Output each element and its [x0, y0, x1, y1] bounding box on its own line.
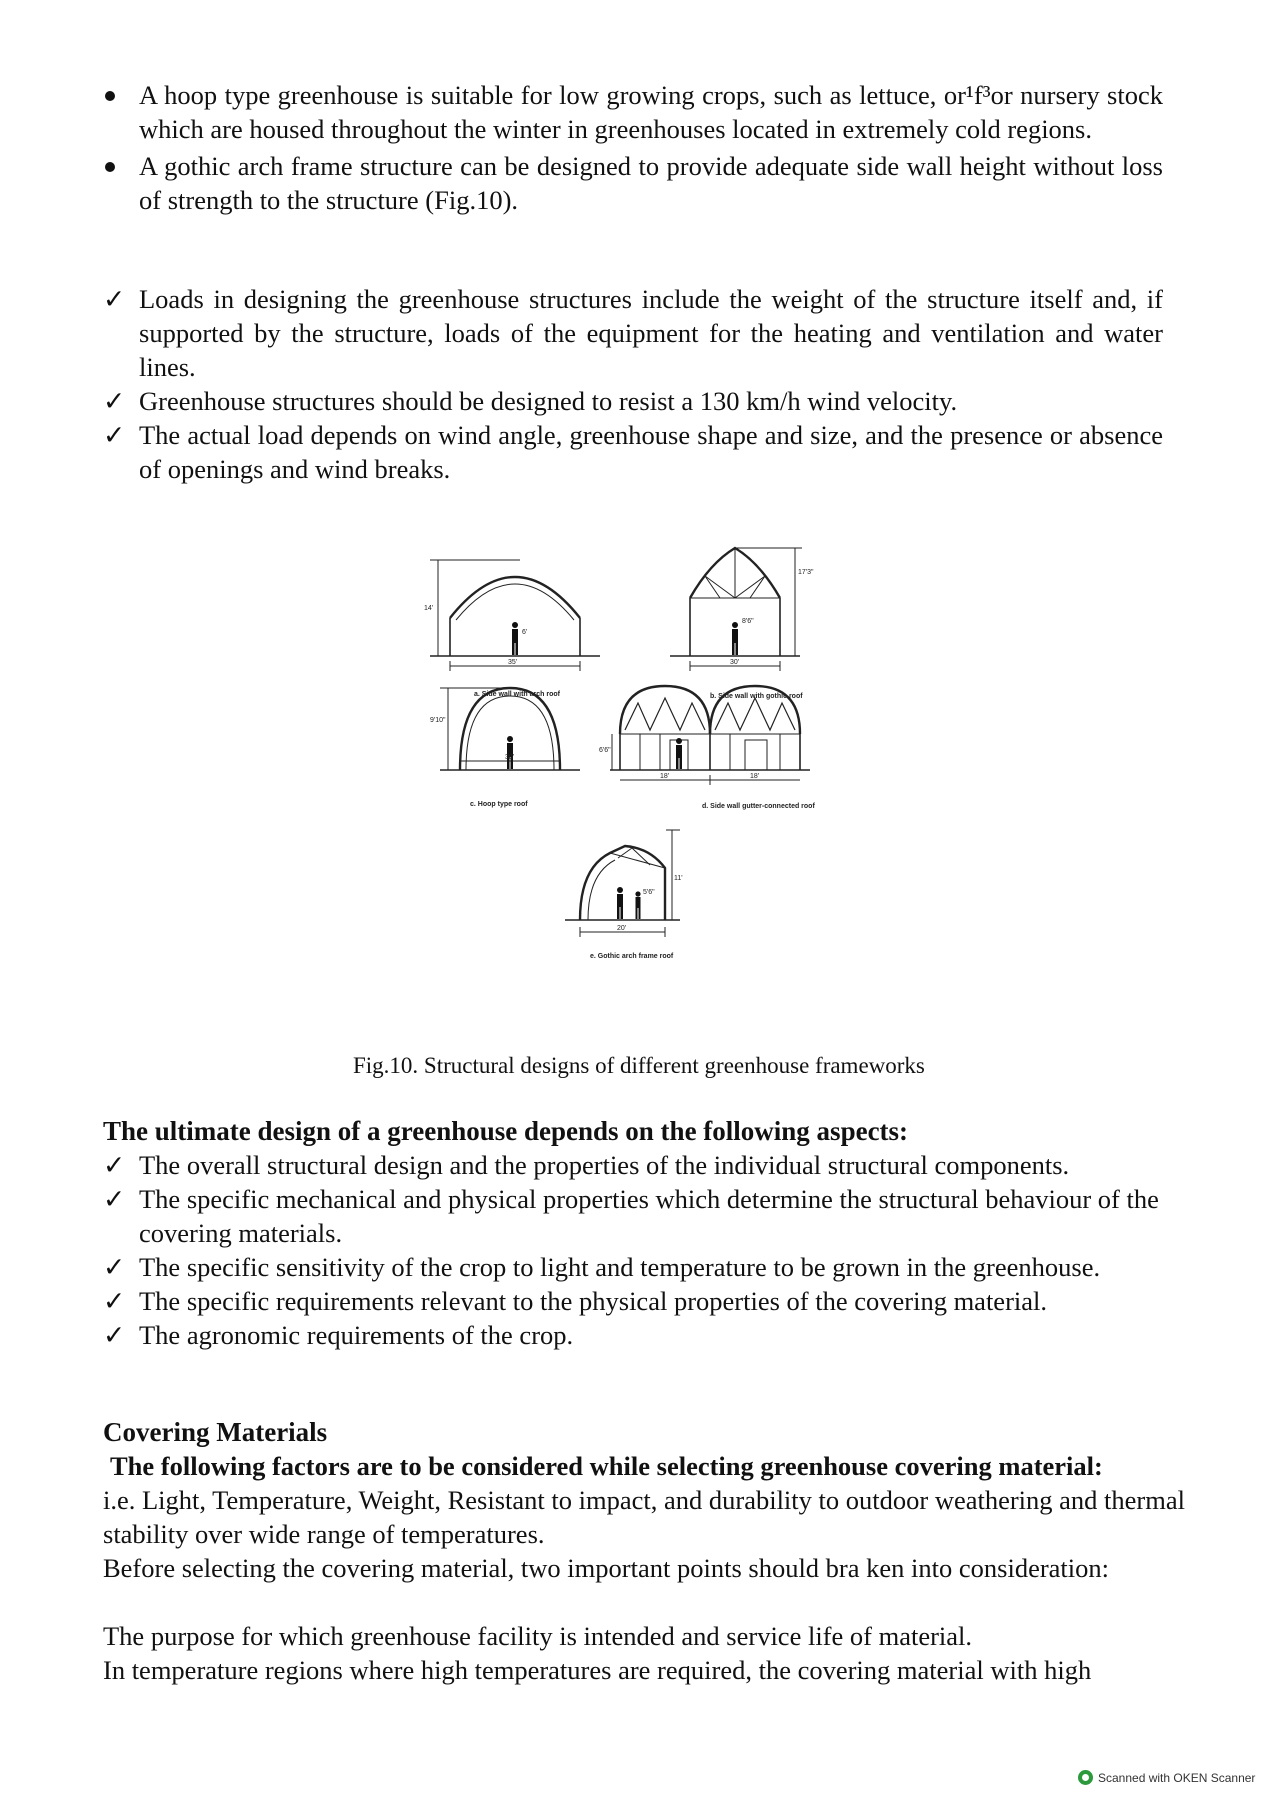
- paragraph: In temperature regions where high temperatures are required, the covering material with high: [103, 1655, 1092, 1685]
- checkmark-icon: ✓: [103, 1252, 126, 1282]
- design-checklist: [103, 1148, 1213, 1352]
- scanner-text: Scanned with OKEN Scanner: [1098, 1770, 1256, 1785]
- checkmark-icon: ✓: [103, 1286, 126, 1316]
- panel-caption: a. Side wall with arch roof: [474, 691, 560, 698]
- dim-label: 17'3": [798, 569, 814, 576]
- bullet-icon: [105, 162, 115, 172]
- greenhouse-figure: [410, 508, 896, 1038]
- dim-label: 30': [505, 754, 515, 761]
- dim-label: 9'10": [430, 717, 446, 724]
- bullet-text: A hoop type greenhouse is suitable for low growing crops, such as lettuce, or¹f³or nursery stock which are housed throughout the winter in greenhouses located in extremely cold regions.: [139, 80, 1163, 144]
- paragraph: i.e. Light, Temperature, Weight, Resistant to impact, and durability to outdoor weathering and thermal stability over wide range of temperatures.: [103, 1485, 1185, 1549]
- list-item: [103, 1148, 1213, 1182]
- checkmark-icon: ✓: [103, 1320, 126, 1350]
- panel-e-drawing: [565, 830, 680, 937]
- checkmark-icon: ✓: [103, 420, 126, 450]
- list-item: [103, 78, 1163, 146]
- panel-d-drawing: [610, 686, 810, 785]
- check-text: The specific requirements relevant to the physical properties of the covering material.: [139, 1286, 1048, 1316]
- checkmark-icon: ✓: [103, 1184, 126, 1214]
- dim-label: 6': [522, 629, 528, 636]
- figure-caption: Fig.10. Structural designs of different greenhouse frameworks: [353, 1053, 925, 1078]
- check-text: Loads in designing the greenhouse structures include the weight of the structure itself and, if supported by the structure, loads of the equipment for the heating and ventilation and water lines.: [139, 284, 1163, 382]
- dim-label: 18': [660, 773, 670, 780]
- bullet-text: A gothic arch frame structure can be designed to provide adequate side wall height without loss of strength to the structure (Fig.10).: [139, 151, 1163, 215]
- panel-caption: d. Side wall gutter-connected roof: [702, 803, 815, 810]
- checkmark-icon: ✓: [103, 284, 126, 314]
- dim-label: 11': [674, 875, 683, 882]
- panel-a-drawing: [430, 560, 600, 671]
- dim-label: 18': [750, 773, 760, 780]
- dim-label: 35': [508, 659, 518, 666]
- paragraph: Before selecting the covering material, two important points should bra ken into consideration:: [103, 1553, 1110, 1583]
- paragraph: The purpose for which greenhouse facility is intended and service life of material.: [103, 1621, 973, 1651]
- check-text: Greenhouse structures should be designed to resist a 130 km/h wind velocity.: [139, 386, 958, 416]
- checkmark-icon: ✓: [103, 1150, 126, 1180]
- panel-caption: c. Hoop type roof: [470, 801, 528, 808]
- dim-label: 14': [424, 605, 434, 612]
- dim-label: 8'6": [742, 618, 754, 625]
- panel-caption: b. Side wall with gothic roof: [710, 693, 803, 700]
- section-heading: The ultimate design of a greenhouse depends on the following aspects:: [103, 1116, 909, 1146]
- list-item: [103, 1250, 1213, 1284]
- greenhouse-diagram: [410, 508, 896, 1038]
- list-item: [103, 1182, 1213, 1250]
- scanner-watermark: [1078, 1770, 1255, 1785]
- panel-caption: e. Gothic arch frame roof: [590, 953, 674, 960]
- list-item: [103, 149, 1163, 217]
- section-subheading: The following factors are to be considered while selecting greenhouse covering material:: [110, 1451, 1103, 1481]
- check-text: The agronomic requirements of the crop.: [139, 1320, 574, 1350]
- dim-label: 6'6": [599, 747, 611, 754]
- check-text: The actual load depends on wind angle, greenhouse shape and size, and the presence or absence of openings and wind breaks.: [139, 420, 1163, 484]
- scanner-logo-icon: [1078, 1770, 1093, 1785]
- dim-label: 20': [617, 925, 627, 932]
- bullet-icon: [105, 91, 115, 101]
- list-item: [103, 418, 1163, 486]
- list-item: [103, 384, 1163, 418]
- checkmark-icon: ✓: [103, 386, 126, 416]
- bullet-list: [103, 78, 1163, 217]
- check-text: The specific mechanical and physical properties which determine the structural behaviour of the covering materials.: [139, 1184, 1159, 1248]
- check-text: The overall structural design and the properties of the individual structural components.: [139, 1150, 1070, 1180]
- dim-label: 30': [730, 659, 740, 666]
- check-text: The specific sensitivity of the crop to light and temperature to be grown in the greenhouse.: [139, 1252, 1101, 1282]
- list-item: [103, 1318, 1213, 1352]
- dim-label: 5'6": [643, 889, 655, 896]
- list-item: [103, 282, 1163, 384]
- list-item: [103, 1284, 1213, 1318]
- load-checklist: [103, 282, 1163, 486]
- section-title: Covering Materials: [103, 1417, 328, 1447]
